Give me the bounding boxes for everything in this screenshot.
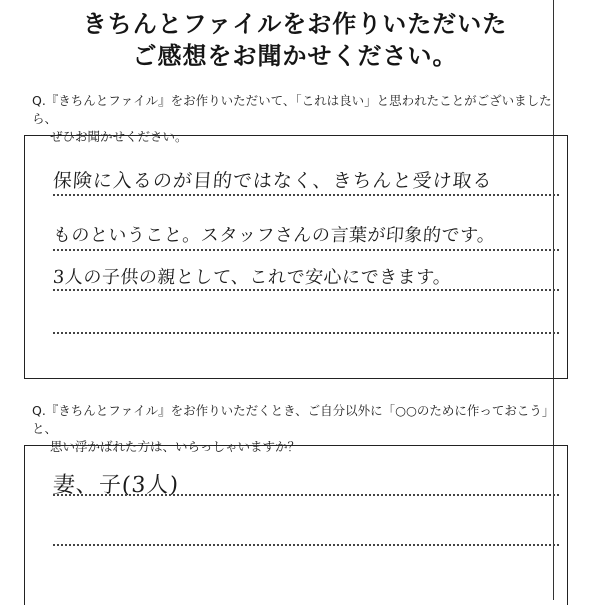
answer-1-line-1: 保険に入るのが目的ではなく、きちんと受け取る	[52, 170, 494, 192]
answer-2-box	[24, 445, 568, 605]
answer-1-rule-3	[53, 289, 559, 291]
question-2-line-2: 思い浮かばれた方は、いらっしゃいますか？	[50, 439, 301, 454]
answer-2-line-1: 妻、子(3人)	[51, 473, 180, 498]
answer-2-rule-2	[53, 544, 559, 546]
question-1-line-2: ぜひお聞かせください。	[50, 129, 188, 144]
answer-1-rule-2	[53, 249, 559, 251]
question-1-line-1: Q.『きちんとファイル』をお作りいただいて、「これは良い」と思われたことがございましたら、	[32, 93, 552, 126]
answer-1-box	[24, 135, 568, 379]
answer-1-line-2: ものということ。スタッフさんの言葉が印象的です。	[52, 225, 497, 246]
question-2-line-1: Q.『きちんとファイル』をお作りいただくとき、ご自分以外に「○○のために作っておこう」と、	[32, 403, 555, 436]
form-title-line-1: きちんとファイルをお作りいただいた	[82, 10, 508, 38]
form-title-line-2: ご感想をお聞かせください。	[132, 42, 458, 70]
answer-2-rule-1	[53, 494, 559, 496]
answer-1-rule-1	[53, 194, 559, 196]
answer-1-rule-4	[53, 332, 559, 334]
answer-1-line-3: 3人の子供の親として、これで安心にできます。	[52, 267, 453, 288]
